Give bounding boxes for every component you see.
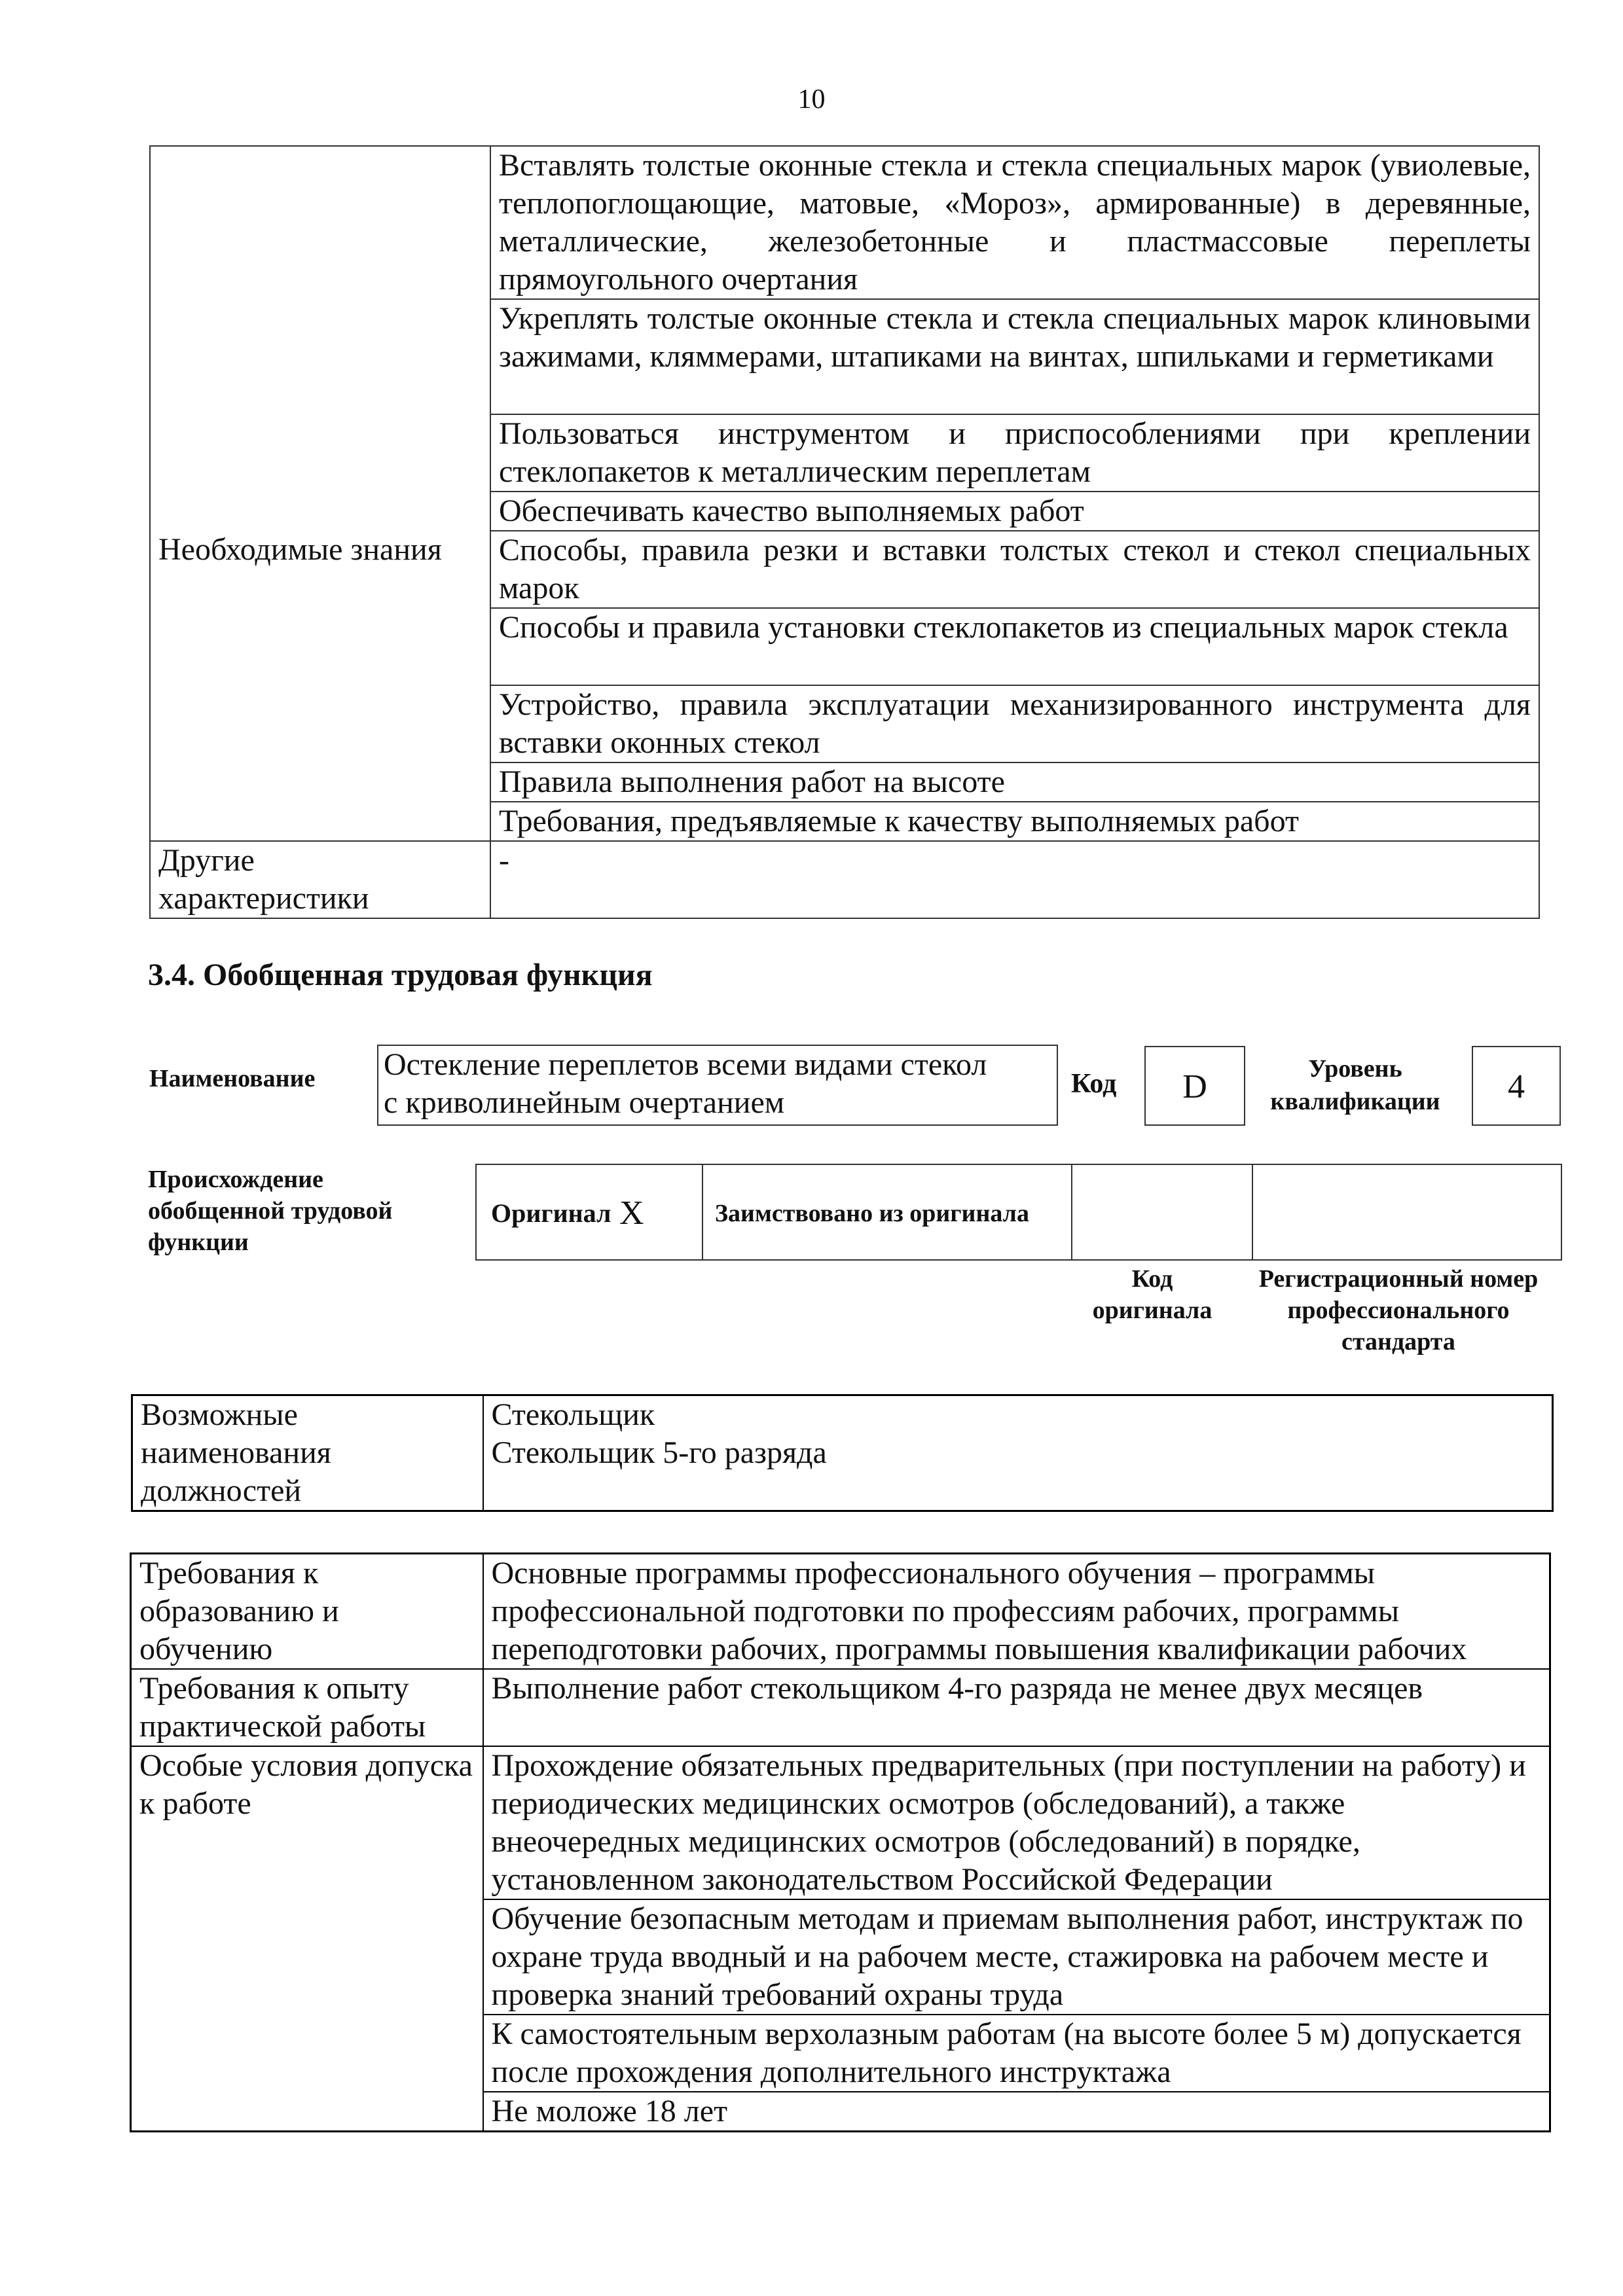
requirements-table xyxy=(130,1552,1551,2132)
origin-divider xyxy=(1071,1165,1072,1261)
name-value-line1: Остекление переплетов всеми видами стекол xyxy=(384,1047,987,1082)
origin-divider xyxy=(1252,1165,1253,1261)
experience-value: Выполнение работ стекольщиком 4-го разряда не менее двух месяцев xyxy=(483,1669,1550,1746)
name-label: Наименование xyxy=(149,1065,316,1092)
special-condition-item: К самостоятельным верхолазным работам (на высоте более 5 м) допускается после прохождения дополнительного инструктажа xyxy=(483,2015,1550,2092)
reg-number-caption: Регистрационный номер профессионального стандарта xyxy=(1258,1265,1539,1355)
section-title: 3.4. Обобщенная трудовая функция xyxy=(148,958,653,992)
knowledge-item: Устройство, правила эксплуатации механизированного инструмента для вставки оконных стекол xyxy=(490,685,1539,762)
original-mark: X xyxy=(619,1194,644,1232)
code-value: D xyxy=(1144,1046,1245,1126)
knowledge-item: Способы, правила резки и вставки толстых стекол и стекол специальных марок xyxy=(490,531,1539,608)
labour-function-table xyxy=(149,145,1540,919)
knowledge-item: Требования, предъявляемые к качеству выполняемых работ xyxy=(490,802,1539,841)
experience-label: Требования к опыту практической работы xyxy=(131,1669,483,1746)
name-value xyxy=(377,1045,1058,1126)
knowledge-label: Необходимые знания xyxy=(150,531,490,841)
level-value: 4 xyxy=(1472,1046,1561,1126)
skill-item: Пользоваться инструментом и приспособлениями при креплении стеклопакетов к металлическим переплетам xyxy=(490,414,1539,492)
skill-item: Укреплять толстые оконные стекла и стекла специальных марок клиновыми зажимами, кляммерами, штапиками на винтах, шпильками и герметиками xyxy=(490,299,1539,414)
code-original-caption: Код оригинала xyxy=(1092,1265,1213,1324)
education-value: Основные программы профессионального обучения – программы профессиональной подготовки по профессиям рабочих, программы переподготовки рабочих, программы повышения квалификации рабочих xyxy=(483,1554,1550,1670)
special-condition-item: Прохождение обязательных предварительных (при поступлении на работу) и периодических медицинских осмотров (обследований), а также внеочередных медицинских осмотров (обследований) в порядке, установленном законодательством Российской Федерации xyxy=(483,1746,1550,1899)
level-label: Уровень квалификации xyxy=(1270,1055,1440,1115)
origin-grid xyxy=(475,1164,1562,1261)
knowledge-item: Способы и правила установки стеклопакетов из специальных марок стекла xyxy=(490,608,1539,685)
original-label: Оригинал xyxy=(491,1198,611,1228)
position-item: Стекольщик 5-го разряда xyxy=(491,1435,827,1470)
position-item: Стекольщик xyxy=(491,1397,655,1432)
skills-label xyxy=(150,146,490,531)
special-condition-item: Обучение безопасным методам и приемам выполнения работ, инструктаж по охране труда вводный и на рабочем месте, стажировка на рабочем месте и проверка знаний требований охраны труда xyxy=(483,1899,1550,2015)
positions-table xyxy=(131,1394,1554,1512)
name-value-line2: с криволинейным очертанием xyxy=(384,1085,785,1120)
positions-label: Возможные наименования должностей xyxy=(132,1395,483,1511)
skill-item: Вставлять толстые оконные стекла и стекла специальных марок (увиолевые, теплопоглощающие, матовые, «Мороз», армированные) в деревянные, металлические, железобетонные и пластмассовые переплеты прямоугольного очертания xyxy=(490,146,1539,299)
page-number: 10 xyxy=(797,84,826,115)
education-label: Требования к образованию и обучению xyxy=(131,1554,483,1670)
special-condition-item: Не моложе 18 лет xyxy=(483,2092,1550,2132)
code-label: Код xyxy=(1071,1069,1117,1099)
special-label: Особые условия допуска к работе xyxy=(131,1746,483,2132)
borrowed-label: Заимствовано из оригинала xyxy=(715,1200,1029,1227)
skill-item: Обеспечивать качество выполняемых работ xyxy=(490,492,1539,531)
other-value: - xyxy=(490,841,1539,918)
positions-values xyxy=(483,1395,1553,1511)
knowledge-item: Правила выполнения работ на высоте xyxy=(490,762,1539,802)
origin-divider xyxy=(702,1165,703,1261)
other-label: Другие характеристики xyxy=(150,841,490,918)
origin-label: Происхождение обобщенной трудовой функции xyxy=(148,1166,393,1256)
